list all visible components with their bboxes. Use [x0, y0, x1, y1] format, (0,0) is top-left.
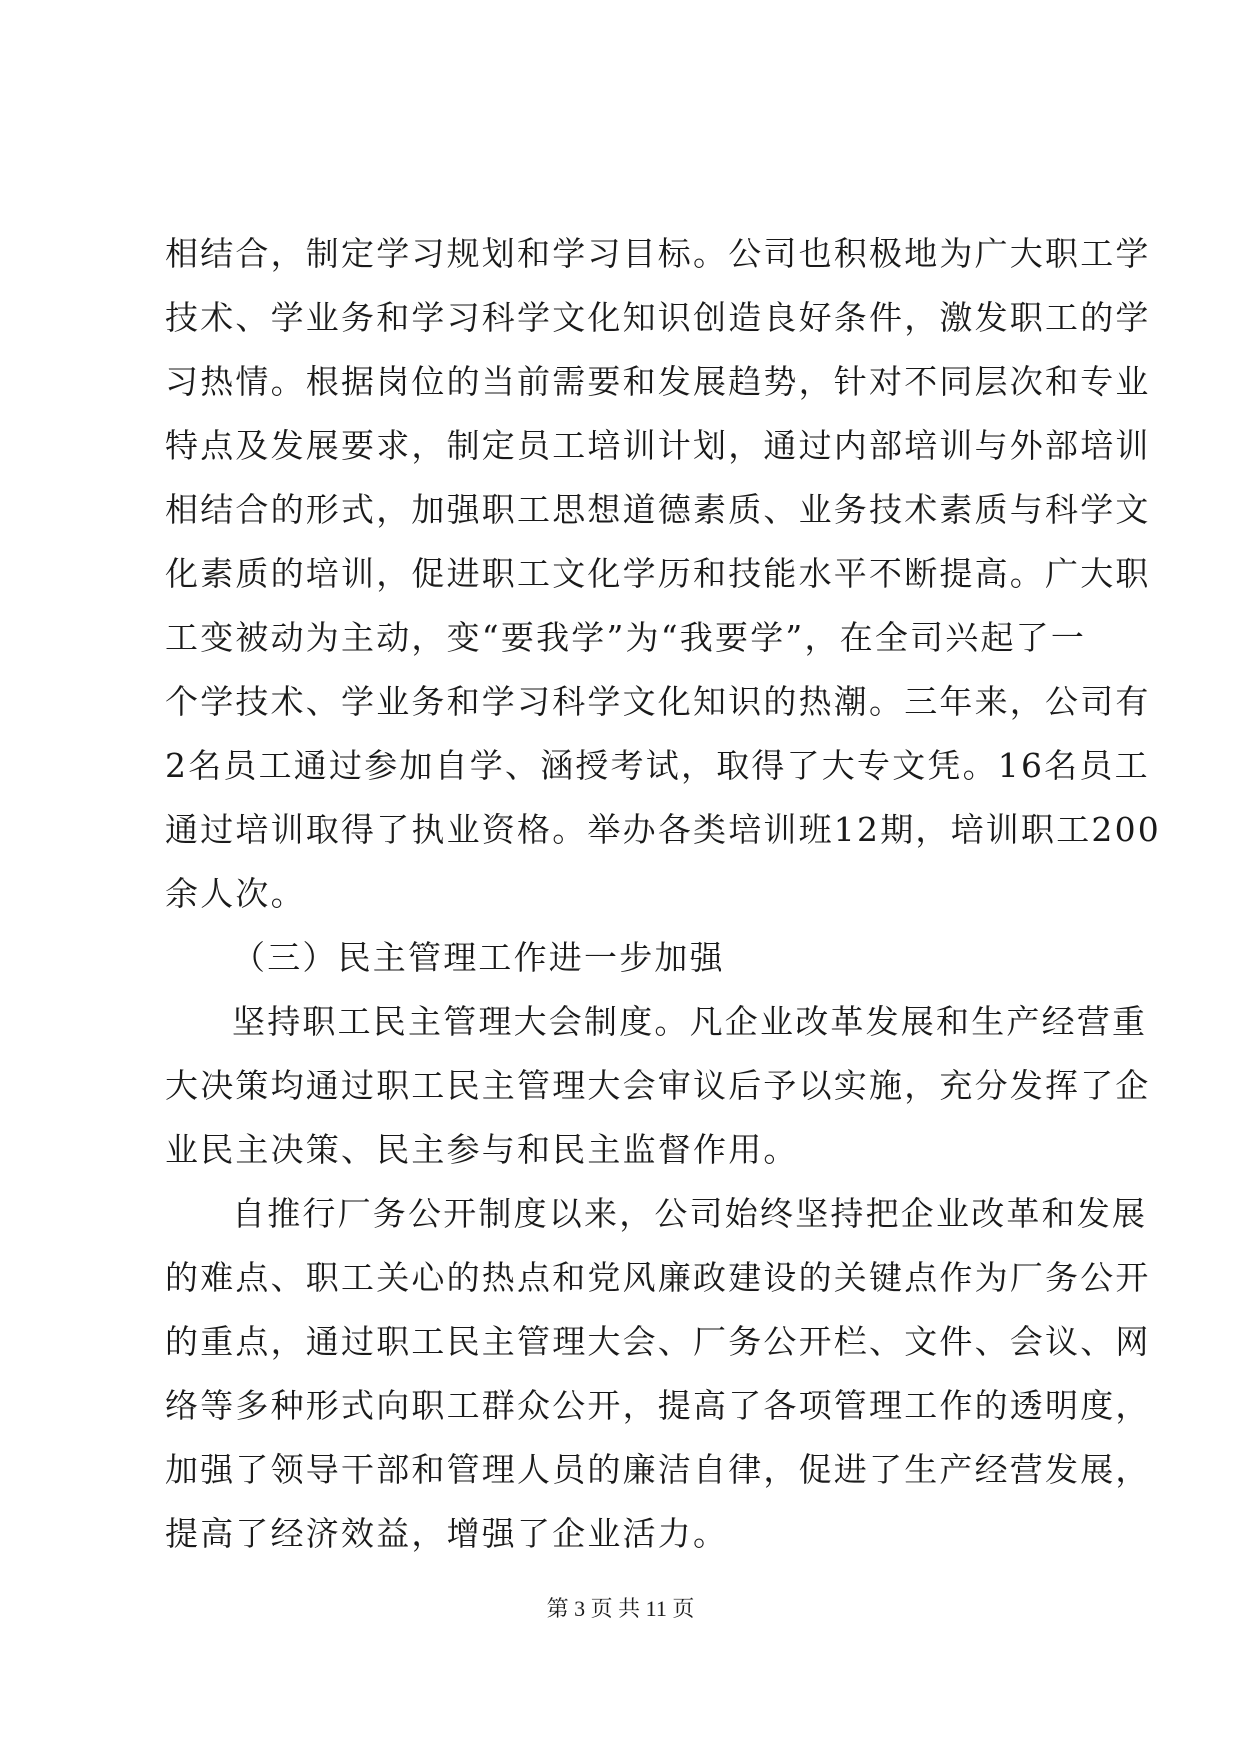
text-line-17: 的难点、职工关心的热点和党风廉政建设的关键点作为厂务公开: [165, 1258, 1151, 1297]
text-line-5: 相结合的形式，加强职工思想道德素质、业务技术素质与科学文: [165, 490, 1151, 529]
text-line-10: 通过培训取得了执业资格。举办各类培训班12期，培训职工200: [165, 810, 1161, 849]
text-line-3: 习热情。根据岗位的当前需要和发展趋势，针对不同层次和专业: [165, 362, 1151, 401]
text-line-21: 提高了经济效益，增强了企业活力。: [165, 1514, 729, 1553]
section-heading: （三）民主管理工作进一步加强: [232, 938, 725, 977]
text-line-2: 技术、学业务和学习科学文化知识创造良好条件，激发职工的学: [165, 298, 1151, 337]
text-line-14: 大决策均通过职工民主管理大会审议后予以实施，充分发挥了企: [165, 1066, 1151, 1105]
paragraph-start-line: 坚持职工民主管理大会制度。凡企业改革发展和生产经营重: [232, 1002, 1148, 1041]
text-line-20: 加强了领导干部和管理人员的廉洁自律，促进了生产经营发展，: [165, 1450, 1151, 1489]
text-line-18: 的重点，通过职工民主管理大会、厂务公开栏、文件、会议、网: [165, 1322, 1151, 1361]
text-line-8: 个学技术、学业务和学习科学文化知识的热潮。三年来，公司有: [165, 682, 1151, 721]
page-footer: 第 3 页 共 11 页: [546, 1596, 695, 1621]
text-line-4: 特点及发展要求，制定员工培训计划，通过内部培训与外部培训: [165, 426, 1151, 465]
text-line-11: 余人次。: [165, 874, 306, 913]
text-line-1: 相结合，制定学习规划和学习目标。公司也积极地为广大职工学: [165, 234, 1151, 273]
paragraph-start-line: 自推行厂务公开制度以来，公司始终坚持把企业改革和发展: [232, 1194, 1148, 1233]
text-line-9: 2名员工通过参加自学、涵授考试，取得了大专文凭。16名员工: [165, 746, 1150, 785]
body-text: [165, 222, 1161, 1566]
text-line-19: 络等多种形式向职工群众公开，提高了各项管理工作的透明度，: [165, 1386, 1151, 1425]
text-line-15: 业民主决策、民主参与和民主监督作用。: [165, 1130, 799, 1169]
text-line-7: 工变被动为主动，变“要我学”为“我要学”，在全司兴起了一: [165, 618, 1087, 657]
text-line-6: 化素质的培训，促进职工文化学历和技能水平不断提高。广大职: [165, 554, 1151, 593]
